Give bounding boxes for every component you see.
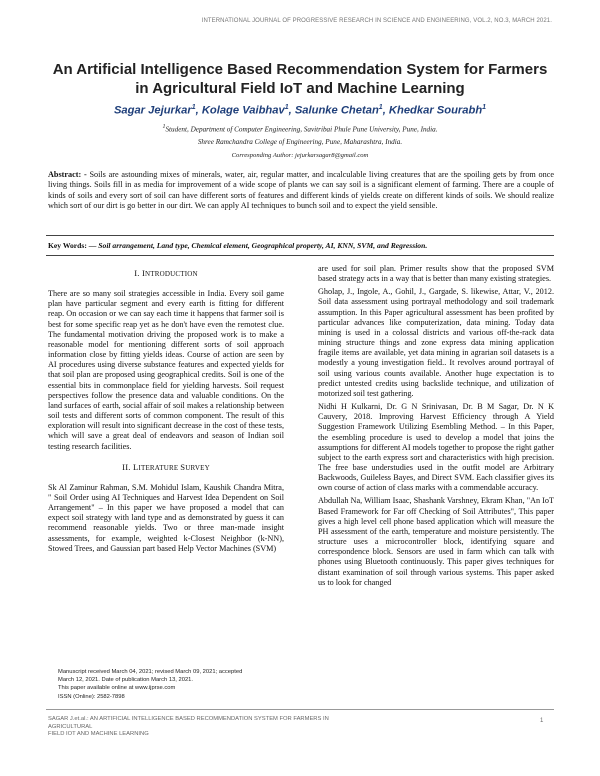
author-list: Sagar Jejurkar$^1$, Kolage Vaibhav$^1$, Salunke Chetan$^1$, Khedkar Sourabh$^1$ [113,104,487,117]
section-initial: I [141,268,146,278]
section-heading-literature-survey [48,462,284,473]
author-sup: 1 [284,104,289,111]
literature-paragraph: Gholap, J., Ingole, A., Gohil, J., Gargade, S. likewise, Attar, V., 2012. Soil data assessment using portrayal methodology and soil trademark assumption. In this Paper agricultural assessment has been profited by particular advances like computerization, data mining. Today data mining is used in a colossal districts and various off-the-rack data mining structure things and zone express data mining application fragile items are available, yet data mining in agrarian soil datasets is a modestly a young investigation field.. It revolves around portrayal of soil using various counts available. Another huge expectation is to predict untested credits using backslide technique, and utilization of motorized soil test gathering. [318,287,554,398]
corresponding-author: Corresponding Author: jejurkarsagar8@gmail.com [231,152,369,159]
abstract-text: Soils are astounding mixes of minerals, water, air, regular matter, and incalculable living creatures that are the spoiling gets by from once living things. Soils fill in as media for improvement of a wide scope of plants we can say soil is a significant element of farming. There are a couple of kinds of soils and every sort of soil can have different sorts of features and different kinds of yields create on different kinds of soils. We should realize which sort of our dirt is go better in our dirt. We can apply AI techniques to bunch soil and to expect the yield sensible. [48,170,554,211]
abstract [48,170,554,212]
section-title-rest: URVEY [185,463,210,472]
section-title-rest: NTRODUCTION [145,270,198,278]
manuscript-info [58,668,288,701]
left-column [48,260,284,557]
literature-paragraph: Nidhi H Kulkarni, Dr. G N Srinivasan, Dr. B M Sagar, Dr. N K Cauvery, 2018. Improving Harvest Efficiency through A Yield Suggestion Framework Utilizing Esembling Method. – In this Paper, the esembling procedure is used to develop a model that joins the assumptions for different AI models together to propose the right gather subject to the earth express sort and characteristics with high precision. The free base understudies used in the outfit model are Arbitrary Backwoods, Guileless Bayes, and Direct SVM. Each classifier gives its own course of action of class marks with a commendable accuracy. [318,402,554,493]
abstract-label: Abstract: - [48,170,87,179]
manuscript-line: Manuscript received March 04, 2021; revised March 09, 2021; accepted [58,669,243,675]
divider [46,235,554,236]
page-number: 1 [540,718,544,724]
keywords [48,241,554,251]
author-sup: 1 [482,104,487,111]
running-footer [48,716,348,739]
author-name: Khedkar Sourabh [388,104,483,117]
section-initial: S [180,461,186,472]
affiliation-line-2: Shree Ramchandra College of Engineering, Pune, Maharashtra, India. [197,138,403,146]
paper-title: An Artificial Intelligence Based Recommendation System for Farmers in Agricultural Field IoT and Machine Learning [52,61,548,97]
literature-paragraph: Sk Al Zaminur Rahman, S.M. Mohidul Islam, Kaushik Chandra Mitra, " Soil Order using AI Techniques and Harvest Idea Dependent on Soil Arrangement" – In this paper we have proposed a model that can expect soil strategy with land type and as demonstrated by guess it can recommend reasonable yields. Two or three man-made insight assessments, for example, weighted k-Closest Neighbor (k-NN), Stowed Trees, and Gaussian part based Help Vector Machines (SVM) [48,482,284,553]
literature-paragraph: are used for soil plan. Primer results show that the proposed SVM based strategy acts in a way that is better than many existing strategies. [318,264,554,284]
journal-header: INTERNATIONAL JOURNAL OF PROGRESSIVE RESEARCH IN SCIENCE AND ENGINEERING, VOL.2, NO.3, MARCH 2021. [201,18,552,24]
footer-divider [46,709,554,710]
manuscript-line: March 12, 2021. Date of publication March 13, 2021. [58,677,194,684]
right-column [318,264,554,591]
section-initial: L [132,461,139,472]
keywords-label: Key Words: — [48,241,97,250]
section-heading-introduction [48,268,284,279]
keywords-text: Soil arrangement, Land type, Chemical element, Geographical property, AI, KNN, SVM, and Regression. [98,241,428,250]
footer-line: FIELD IOT AND MACHINE LEARNING [48,731,149,738]
section-title-rest: ITERATURE [138,463,181,472]
affiliation-text: Student, Department of Computer Engineering, Savitribai Phule Pune University, Pune, India. [165,125,438,134]
literature-paragraph: Abdullah Na, William Isaac, Shashank Varshney, Ekram Khan, "An IoT Based Framework for Far off Checking of Soil Attributes", This paper gives a high level cell phone based application which will measure the PH assessment of the earth, temperature and moisture persistently. The structure uses a microcontroller block, identifying square and correspondence block. Sensors are used in farm which can talk with phones using Bluetooth continuously. This paper gives techniques for distant examination of soil through various systems. This paper asked us to look for changed [318,496,554,587]
author-sup: 1 [191,104,196,111]
affiliation-sup: 1 [162,124,166,130]
author-name: Kolage Vaibhav [201,104,285,117]
author-name: Salunke Chetan [294,104,379,117]
manuscript-line: ISSN (Online): 2582-7898 [58,693,125,700]
author-name: Sagar Jejurkar [113,104,192,117]
intro-paragraph: There are so many soil strategies accessible in India. Every soil game plan have particular segment and every earth is fitting for different reap. On occasion or we can say each time it happens that farmer soil is best for some specific reap yet as he don't have even the remotest clue. The fundamental motivation driving the proposed work is to make a reasonable model for mentioning different sorts of soil approach information close by fitting yields ideas. Course of action are seen by AI procedures using diverse substance features and expected yields for that soil plan are proposed using geographical credits. Soil is one of the essential bits in commonplace field for yielding harvests. Soil request perspectives follow the presence data and valuable conditions. On the land surfaces of earth, social affair of soil makes a relationship between soil tests and different sorts of common component. The result of this exploration will result into significant decrease in the cost of these tests, which will save a great deal of endeavors and season of Indian soil testing research facilities. [48,289,285,451]
section-number: I. [134,268,140,278]
divider [46,255,554,256]
footer-line: SAGAR J.et.al.: AN ARTIFICIAL INTELLIGENCE BASED RECOMMENDATION SYSTEM FOR FARMERS IN AGRICULTURAL [48,716,329,730]
affiliation-line-1 [50,124,550,133]
manuscript-line: This paper available online at www.ijprse.com [58,685,176,692]
author-sup: 1 [378,104,383,111]
section-number: II. [122,461,131,472]
